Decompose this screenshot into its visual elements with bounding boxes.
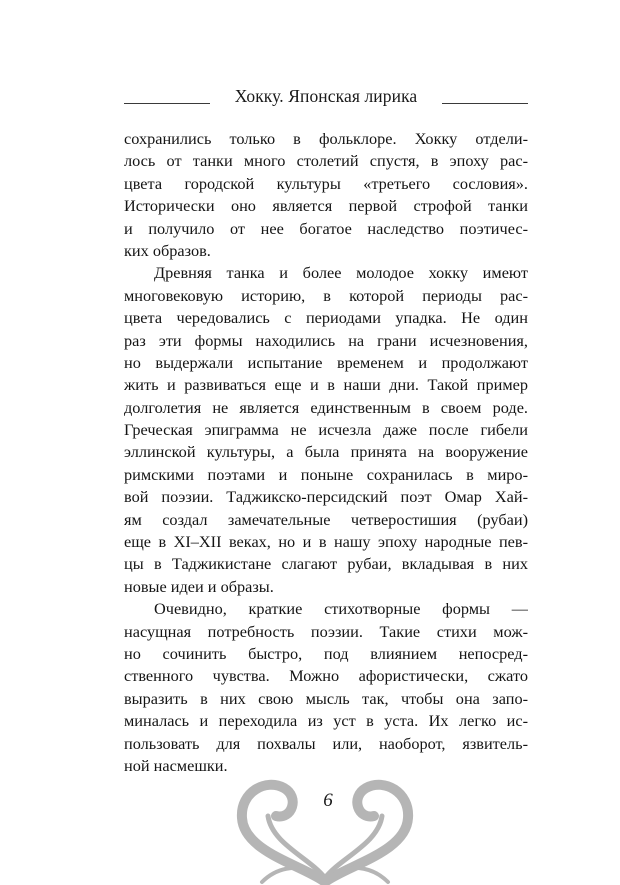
text-line: выразить в них свою мысль так, чтобы она запо- (124, 688, 528, 708)
text-line: долголетия не является единственным в своем роде. (124, 397, 528, 417)
body-text (124, 128, 528, 777)
text-line: но выдержали испытание временем и продолжают (124, 352, 528, 372)
text-line: но сочинить быстро, под влиянием непосред- (124, 643, 528, 663)
text-line: насущная потребность поэзии. Такие стихи мож- (124, 621, 528, 641)
text-line: римскими поэтами и поныне сохранилась в миро- (124, 464, 528, 484)
text-line: вой поэзии. Таджикско-персидский поэт Омар Хай- (124, 487, 528, 507)
text-line: новые идеи и образы. (124, 576, 274, 596)
text-line: цы в Таджикистане слагают рубаи, вкладывая в них (124, 554, 528, 574)
running-header-title: Хокку. Японская лирика (234, 85, 418, 106)
text-line: еще в XI–XII веках, но и в нашу эпоху народные пев- (124, 532, 528, 552)
text-line: раз эти формы находились на грани исчезновения, (124, 330, 528, 350)
running-header (124, 84, 528, 108)
header-rule-right (442, 103, 528, 104)
text-line: пользовать для похвалы или, наоборот, язвитель- (124, 733, 528, 753)
page-number: 6 (323, 790, 333, 811)
text-line: ственного чувства. Можно афористически, сжато (124, 666, 528, 686)
text-line: жить и развиваться еще и в наши дни. Такой пример (124, 375, 528, 395)
text-line: ям создал замечательные четверостишия (рубаи) (124, 509, 528, 529)
text-line: и получило от нее богатое наследство поэтичес- (124, 218, 528, 238)
text-line: сохранились только в фольклоре. Хокку отдели- (124, 129, 528, 148)
text-line: Греческая эпиграмма не исчезла даже после гибели (124, 420, 528, 440)
text-line: цвета городской культуры «третьего сословия». (124, 173, 528, 193)
flourish-ornament-icon (232, 770, 418, 885)
header-rule-left (124, 103, 210, 104)
text-line: миналась и переходила из уст в уста. Их легко ис- (124, 711, 528, 731)
text-line: цвета чередовались с периодами упадка. Не один (124, 308, 528, 328)
text-line: многовековую историю, в которой периоды рас- (124, 285, 528, 305)
text-line: эллинской культуры, а была принята на вооружение (124, 442, 528, 462)
text-line: ких образов. (124, 240, 211, 260)
text-line: ной насмешки. (124, 755, 228, 775)
text-line: лось от танки много столетий спустя, в эпоху рас- (124, 151, 528, 171)
text-line: Очевидно, краткие стихотворные формы — (154, 599, 528, 619)
text-line: Исторически оно является первой строфой танки (124, 196, 528, 216)
text-line: Древняя танка и более молодое хокку имеют (154, 263, 528, 283)
